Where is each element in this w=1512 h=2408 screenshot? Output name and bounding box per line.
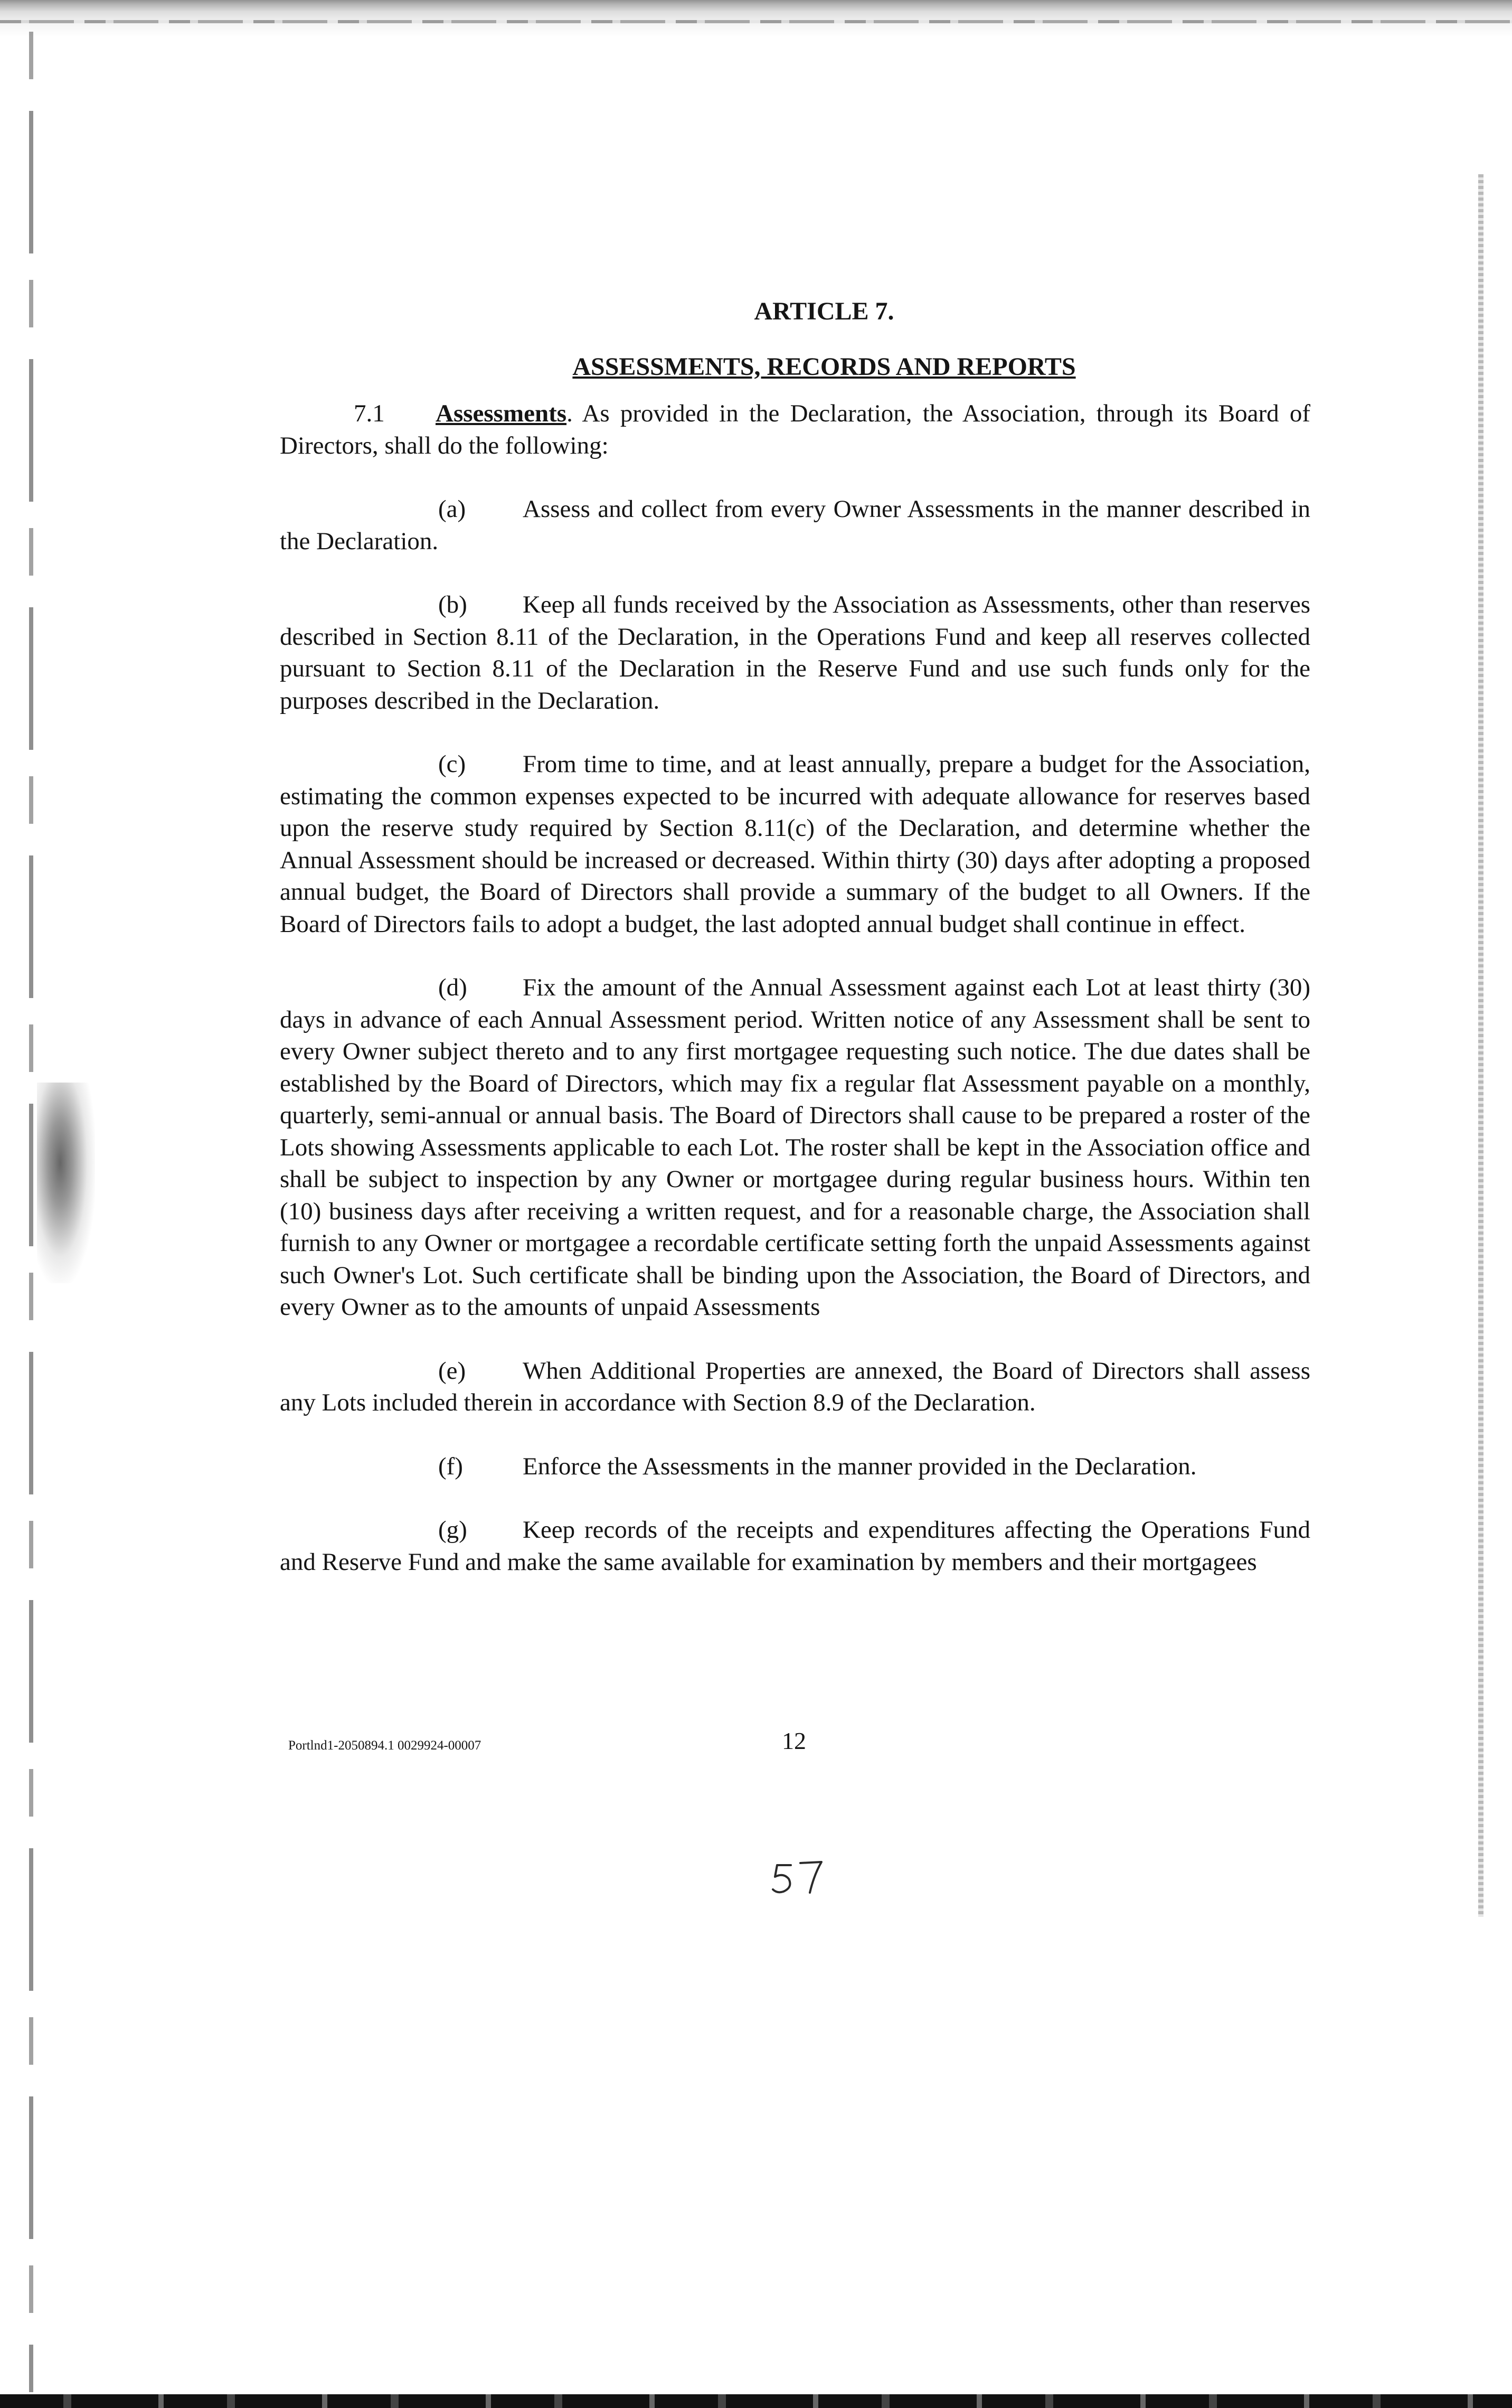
item-text: Keep all funds received by the Association as Assessments, other than reserves described in Section 8.11 of the Declaration, in the Operations Fund and keep all reserves collected pursuant to Section 8.11 of the Declaration in the Reserve Fund and use such funds only for the purposes described in the Declaration.: [280, 591, 1310, 714]
item-paragraph-b: [280, 589, 1310, 717]
scan-bottom-edge: [0, 2394, 1512, 2408]
item-paragraph-e: [280, 1355, 1310, 1419]
item-label: (b): [438, 591, 467, 618]
item-text: Assess and collect from every Owner Assessments in the manner described in the Declaration.: [280, 495, 1310, 555]
item-label: (d): [438, 974, 467, 1001]
item-label: (e): [438, 1357, 466, 1385]
item-text: Keep records of the receipts and expenditures affecting the Operations Fund and Reserve Fund and make the same available for examination by members and their mortgagees: [280, 1516, 1310, 1576]
item-label: (a): [438, 495, 466, 523]
item-label: (c): [438, 750, 466, 778]
scan-smudge: [37, 1083, 95, 1283]
item-paragraph-d: [280, 972, 1310, 1323]
article-subtitle: ASSESSMENTS, RECORDS AND REPORTS: [572, 352, 1076, 381]
scan-top-artifact: [0, 20, 1512, 23]
item-paragraph-g: [280, 1514, 1310, 1578]
item-label: (f): [438, 1452, 463, 1480]
section-paragraph: [280, 398, 1310, 462]
section-number: 7.1: [354, 400, 385, 427]
page-number: 12: [782, 1727, 806, 1754]
item-text: Enforce the Assessments in the manner provided in the Declaration.: [523, 1452, 1197, 1480]
article-title: ARTICLE 7.: [754, 297, 894, 325]
scan-top-edge: [0, 0, 1512, 37]
section-heading: Assessments: [436, 400, 567, 427]
item-text: When Additional Properties are annexed, the Board of Directors shall assess any Lots included therein in accordance with Section 8.9 of the Declaration.: [280, 1357, 1310, 1416]
scan-right-edge: [1478, 174, 1483, 1917]
item-paragraph-c: [280, 748, 1310, 940]
item-paragraph-f: [280, 1451, 1310, 1483]
document-id: Portlnd1-2050894.1 0029924-00007: [288, 1738, 481, 1753]
handwritten-page-number: [766, 1854, 829, 1901]
item-text: Fix the amount of the Annual Assessment against each Lot at least thirty (30) days in advance of each Annual Assessment period. Written notice of any Assessment shall be sent to every Owner subject thereto and to any first mortgagee requesting such notice. The due dates shall be established by the Board of Directors, which may fix a regular flat Assessment payable on a monthly, quarterly, semi-annual or annual basis. The Board of Directors shall cause to be prepared a roster of the Lots showing Assessments applicable to each Lot. The roster shall be kept in the Association office and shall be subject to inspection by any Owner or mortgagee during regular business hours. Within ten (10) business days after receiving a written request, and for a reasonable charge, the Association shall furnish to any Owner or mortgagee a recordable certificate setting forth the unpaid Assessments against such Owner's Lot. Such certificate shall be binding upon the Association, the Board of Directors, and every Owner as to the amounts of unpaid Assessments: [280, 974, 1310, 1321]
page-footer: [288, 1727, 964, 1758]
document-page: [280, 296, 1310, 1610]
item-label: (g): [438, 1516, 467, 1544]
item-paragraph-a: [280, 493, 1310, 557]
item-text: From time to time, and at least annually, prepare a budget for the Association, estimating the common expenses expected to be incurred with adequate allowance for reserves based upon the reserve study required by Section 8.11(c) of the Declaration, and determine whether the Annual Assessment should be increased or decreased. Within thirty (30) days after adopting a proposed annual budget, the Board of Directors shall provide a summary of the budget to all Owners. If the Board of Directors fails to adopt a budget, the last adopted annual budget shall continue in effect.: [280, 750, 1310, 938]
scan-left-edge: [29, 32, 33, 2392]
section-intro: . As provided in the Declaration, the Association, through its Board of Directors, shall do the following:: [280, 400, 1310, 459]
